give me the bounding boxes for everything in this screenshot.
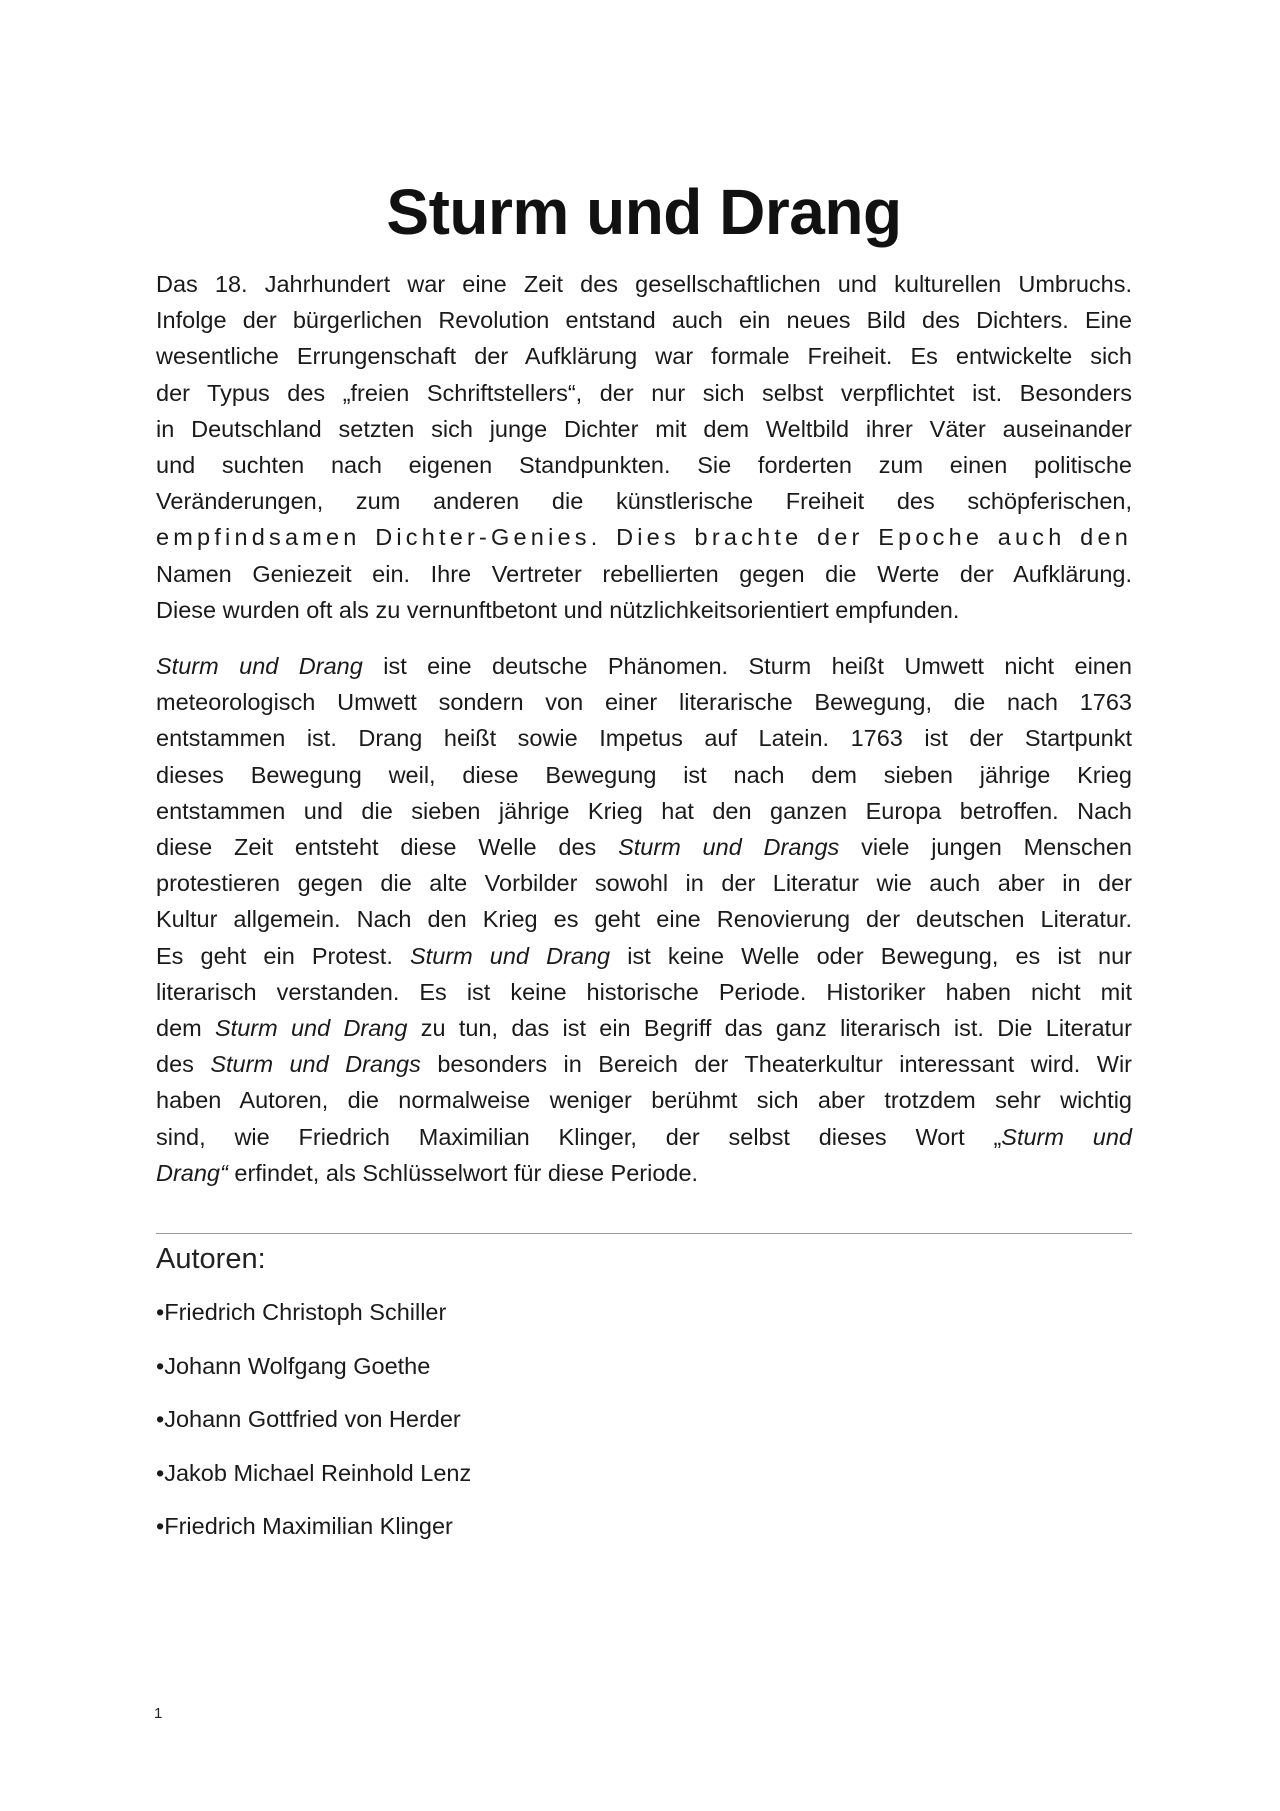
paragraph-line: entstammen ist. Drang heißt sowie Impetus auf Latein. 1763 ist der Startpunkt <box>156 725 1132 752</box>
italic-term: Drang“ <box>156 1159 228 1186</box>
paragraph-line <box>156 829 1132 865</box>
paragraph-line: der Typus des „freien Schriftstellers“, der nur sich selbst verpflichtet ist. Besonders <box>156 379 1132 406</box>
paragraph-line: Veränderungen, zum anderen die künstlerische Freiheit des schöpferischen, <box>156 488 1132 515</box>
line-text: ist eine deutsche Phänomen. Sturm heißt Umwett nicht einen <box>362 653 1132 679</box>
line-text: dem <box>156 1015 215 1042</box>
page-title: Sturm und Drang <box>386 176 902 248</box>
paragraph-line: entstammen und die sieben jährige Krieg hat den ganzen Europa betroffen. Nach <box>156 797 1132 824</box>
italic-term: Sturm und Drangs <box>210 1051 421 1078</box>
paragraph-line <box>156 648 1132 684</box>
authors-list <box>156 1297 471 1565</box>
paragraph-line: literarisch verstanden. Es ist keine historische Periode. Historiker haben nicht mit <box>156 978 1132 1005</box>
italic-term: Sturm und <box>1001 1123 1132 1150</box>
paragraph-line: Diese wurden oft als zu vernunftbetont und nützlichkeitsorientiert empfunden. <box>156 596 960 623</box>
paragraph-line: meteorologisch Umwett sondern von einer literarische Bewegung, die nach 1763 <box>156 689 1132 716</box>
paragraph-line: in Deutschland setzten sich junge Dichter mit dem Weltbild ihrer Väter auseinander <box>156 415 1132 442</box>
paragraph-line: protestieren gegen die alte Vorbilder sowohl in der Literatur wie auch aber in der <box>156 870 1132 897</box>
line-text: zu tun, das ist ein Begriff das ganz literarisch ist. Die Literatur <box>407 1015 1132 1042</box>
paragraph-line: wesentliche Errungenschaft der Aufklärung war formale Freiheit. Es entwickelte sich <box>156 343 1132 370</box>
authors-heading: Autoren: <box>156 1243 266 1275</box>
paragraph-line <box>156 1119 1132 1155</box>
section-divider <box>156 1233 1132 1234</box>
author-item: •Johann Wolfgang Goethe <box>156 1352 431 1379</box>
author-item: •Jakob Michael Reinhold Lenz <box>156 1459 472 1486</box>
sturm-und-drang-paragraph <box>156 648 1132 1191</box>
intro-paragraph <box>156 266 1132 628</box>
line-text: ist keine Welle oder Bewegung, es ist nur <box>610 942 1132 969</box>
italic-term: Sturm und Drang <box>215 1015 408 1042</box>
italic-term: Sturm und Drangs <box>618 834 840 861</box>
italic-term: Sturm und Drang <box>409 942 611 969</box>
line-text: viele jungen Menschen <box>839 834 1132 861</box>
line-text: besonders in Bereich der Theaterkultur interessant wird. Wir <box>420 1051 1132 1078</box>
paragraph-line <box>156 938 1132 974</box>
line-text: sind, wie Friedrich Maximilian Klinger, der selbst dieses Wort „ <box>156 1123 1002 1150</box>
paragraph-line: empfindsamen Dichter-Genies. Dies brachte der Epoche auch den <box>156 524 1132 551</box>
paragraph-line <box>156 1155 1132 1191</box>
paragraph-line: Namen Geniezeit ein. Ihre Vertreter rebellierten gegen die Werte der Aufklärung. <box>156 560 1132 587</box>
italic-term: Sturm und Drang <box>156 653 363 679</box>
author-item: •Friedrich Christoph Schiller <box>156 1299 447 1325</box>
paragraph-line: haben Autoren, die normalweise weniger berühmt sich aber trotzdem sehr wichtig <box>156 1087 1132 1114</box>
paragraph-line: Das 18. Jahrhundert war eine Zeit des gesellschaftlichen und kulturellen Umbruchs. <box>156 271 1132 297</box>
line-text: Es geht ein Protest. <box>156 942 410 969</box>
paragraph-line: und suchten nach eigenen Standpunkten. Sie forderten zum einen politische <box>156 452 1132 479</box>
paragraph-line: Kultur allgemein. Nach den Krieg es geht eine Renovierung der deutschen Literatur. <box>156 906 1132 933</box>
author-item: •Friedrich Maximilian Klinger <box>156 1513 453 1539</box>
line-text: des <box>156 1051 211 1078</box>
line-text: erfindet, als Schlüsselwort für diese Periode. <box>227 1159 699 1186</box>
paragraph-line <box>156 1010 1132 1046</box>
author-item: •Johann Gottfried von Herder <box>156 1406 461 1432</box>
paragraph-line <box>156 1046 1132 1082</box>
line-text: diese Zeit entsteht diese Welle des <box>156 834 619 861</box>
paragraph-line: dieses Bewegung weil, diese Bewegung ist nach dem sieben jährige Krieg <box>156 761 1132 788</box>
paragraph-line: Infolge der bürgerlichen Revolution entstand auch ein neues Bild des Dichters. Eine <box>156 307 1132 334</box>
page-number: 1 <box>154 1705 163 1722</box>
